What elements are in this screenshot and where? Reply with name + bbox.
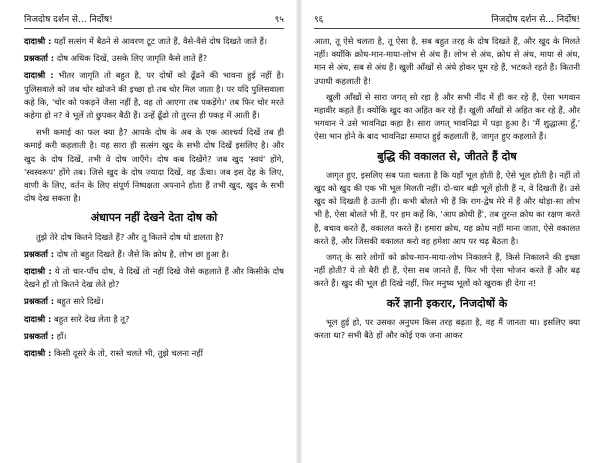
paragraph — [24, 35, 284, 48]
right-page-number: ९६ — [314, 15, 324, 25]
book-gutter — [296, 0, 302, 463]
paragraph-text: किसी दूसरे के तो, रास्ते चलते भी, तुझे चलना नहीं — [53, 348, 203, 359]
speaker: दादाश्री : — [24, 70, 54, 81]
left-content — [24, 35, 284, 360]
paragraph: जागृत हुए, इसलिए सब पता चलता है कि यहाँ भूल होती है, ऐसे भूल होती है। नहीं तो खुद को खुद की एक भी भूल मिलती नहीं। दो-चार बड़ी भूलें होती हैं न, वे दिखती हैं। उसे खुद को दिखती है उतनी ही। कभी बोलते भी हैं कि राग-द्वेष मेरे में हैं और थोड़ा-सा लोभ भी है, ऐसा बोलते भी हैं, पर हम कहें कि, 'आप क्रोधी हैं', तब तुरन्त क्रोध का रक्षण करते हैं, बचाव करते हैं, वकालत करते हैं। हमारा क्रोध, यह क्रोध नहीं माना जाता, ऐसे वकालत करते हैं, और जिसकी वकालत करो वह हमेशा आप पर चढ़ बैठता है। — [314, 169, 580, 246]
paragraph-text: दोष अधिक दिखें, उसके लिए जागृति कैसे लाते हैं? — [56, 53, 208, 64]
section-heading: अंधापन नहीं देखने देता दोष को — [90, 211, 218, 225]
paragraph — [24, 248, 284, 261]
left-page — [0, 0, 290, 463]
right-content — [314, 35, 580, 342]
paragraph-text: ये तो चार-पाँच दोष, वे दिखें तो नहीं दिखे जैसे कहलाते हैं और किसीके दोष देखने हों तो कितने देख लेते हो? — [24, 266, 284, 290]
section-heading: बुद्धि की वकालत से, जीतते हैं दोष — [377, 149, 517, 163]
paragraph — [24, 347, 284, 360]
speaker: दादाश्री : — [24, 266, 52, 277]
speaker: प्रश्नकर्ता : — [24, 53, 55, 64]
paragraph-text: बहुत सारे दिखें। — [56, 296, 104, 307]
speaker: प्रश्नकर्ता : — [24, 248, 55, 259]
paragraph — [24, 69, 284, 122]
left-header-title: निजदोष दर्शन से... निर्दोष! — [24, 15, 113, 25]
speaker: दादाश्री : — [24, 313, 52, 324]
paragraph: सभी कमाई का फल क्या है? आपके दोष के अब के एक आश्चर्य दिखें तब ही कमाई करी कहलाती है। यह सारा ही सत्संग खुद के सभी दोष दिखें इसलिए है। और खुद के दोष दिखें, तभी वे दोष जाएँगे। दोष कब दिखेंगे? जब खुद 'स्वयं' होंगे, 'स्वस्वरूप' होंगे तब। जिसे खुद के दोष ज्यादा दिखें, वह ऊँचा। जब इस देह के लिए, वाणी के लिए, वर्तन के लिए संपूर्ण निष्पक्षता अपनाने होता हैं तभी खुद, खुद के सभी दोष देख सकता है। — [24, 127, 284, 204]
paragraph: तुझे तेरे दोष कितने दिखते हैं? और तू कितने दोष धो डालता है? — [36, 231, 224, 242]
paragraph — [24, 295, 284, 308]
speaker: दादाश्री : — [24, 348, 52, 359]
speaker: प्रश्नकर्ता : — [24, 296, 55, 307]
paragraph-text: हाँ। — [56, 330, 67, 341]
paragraph-text: बहुत सारे देख लेता है तू? — [53, 313, 130, 324]
paragraph — [24, 313, 284, 326]
right-header-title: निजदोष दर्शन से... निर्दोष! — [491, 15, 580, 25]
right-page — [308, 0, 598, 463]
right-header — [314, 10, 580, 29]
paragraph: खुली आँखों से सारा जगत् सो रहा है और सभी नींद में ही कर रहे हैं, ऐसा भगवान महावीर कहते हैं। क्योंकि खुद का अहित कर रहे हैं। खुली आँखों से अहित कर रहे हैं, और भगवान ने उसे भावनिद्रा कहा है। सारा जगत् भावनिद्रा में पड़ा हुआ है। 'मैं शुद्धात्मा हूँ,' ऐसा भान होने के बाद भावनिद्रा समाप्त हुई कहलाती है, जागृत हुए कहलाते हैं। — [314, 91, 580, 142]
left-header — [24, 10, 284, 29]
paragraph-text: यहाँ सत्संग में बैठने से आवरण टूट जाते हैं, वैसे-वैसे दोष दिखते जाते हैं। — [53, 36, 268, 46]
left-page-number: ९५ — [274, 15, 284, 25]
paragraph: आता, तू ऐसे चलता है, तू ऐसा है, सब बहुत तरह के दोष दिखते हैं, और खुद के मिलते नहीं। क्योंकि क्रोध-मान-माया-लोभ से अंध हैं। लोभ से अंध, क्रोध से अंध, माया से अंध, मान से अंध, सब से अंध हैं। खुली आँखों से अंधे होकर घूम रहे हैं, भटकते रहते हैं। कितनी उपाधी कहलाती है! — [314, 36, 580, 86]
paragraph: भूल हुई हो, पर उसका अनुपम किस तरह बढ़ता है, वह मैं जानता था। इसलिए क्या करता था? सभी बैठे हों और कोई एक जना आकर — [314, 316, 580, 341]
speaker: दादाश्री : — [24, 36, 52, 46]
paragraph-text: दोष तो बहुत दिखते हैं। जैसे कि क्रोध है, लोभ छा हुआ है। — [56, 248, 230, 259]
paragraph: जगत् के सारे लोगों को क्रोध-मान-माया-लोभ निकालने हैं, किसे निकालने की इच्छा नहीं होती? ये तो बैरी ही हैं, ऐसा सब जानते हैं, फिर भी ऐसा भोजन करते हैं और बढ़ करते हैं। खुद की भूल ही दिखे नहीं, फिर मनुष्य भूलों को खुराक ही देगा न! — [314, 252, 580, 289]
paragraph — [24, 265, 284, 291]
paragraph — [24, 52, 284, 65]
paragraph — [24, 330, 284, 343]
speaker: प्रश्नकर्ता : — [24, 330, 55, 341]
paragraph-text: भीतर जागृति तो बहुत है, पर दोषों को ढूँढने की भावना हुई नहीं है। पुलिसवाले को जब चोर खोजने की इच्छा हो तब चोर मिल जाता है। पर यदि पुलिसवाला कहे कि, 'चोर को पकड़ने जैसा नहीं है, वह तो आएगा तब पकड़ेंगे।' तब फिर चोर मरते कहेगा हो न? वे भूलें तो छुपकर बैठी हैं। उन्हें ढूँढो तो तुरन्त ही पकड़ में आती हैं। — [24, 70, 284, 121]
section-heading: करें ज्ञानी इकरार, निजदोषों के — [386, 296, 508, 310]
